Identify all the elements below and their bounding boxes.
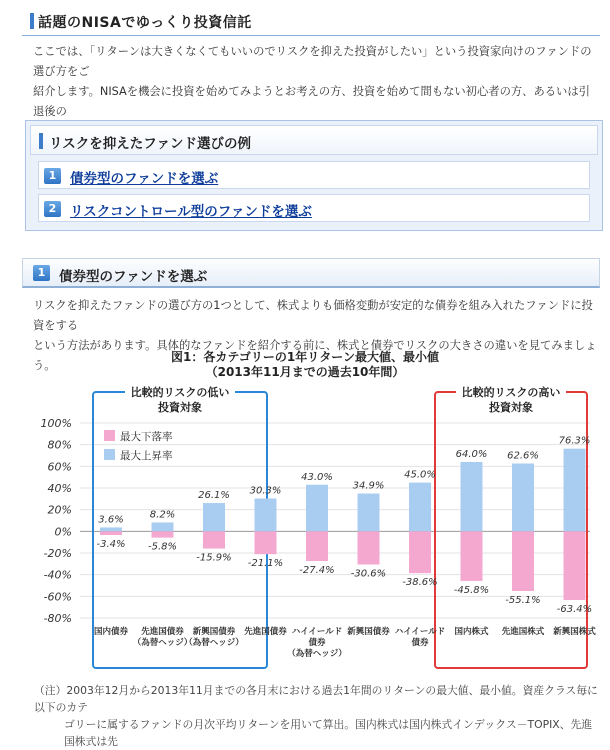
data-label-gain: 43.0%: [301, 471, 333, 483]
category-label: 国内債券: [93, 627, 129, 637]
number-badge: 1: [33, 265, 50, 281]
bar-max-gain: [461, 462, 483, 531]
footnote: [34, 682, 602, 750]
legend-swatch: [104, 449, 115, 460]
category-label: （為替ヘッジ）: [132, 638, 193, 648]
data-label-loss: -45.8%: [453, 584, 490, 596]
bar-max-gain: [358, 494, 380, 532]
legend-swatch: [104, 430, 115, 441]
bar-max-gain: [564, 449, 586, 532]
bar-max-loss: [409, 531, 431, 573]
y-tick-label: 0%: [54, 525, 72, 539]
footnote-line: （注）2003年12月から2013年11月までの各月末における過去1年間のリターンの最大値、最小値。資産クラス毎に以下のカテ: [34, 684, 598, 714]
data-label-loss: -38.6%: [402, 577, 438, 589]
category-label: 国内株式: [454, 627, 489, 637]
bar-max-gain: [255, 499, 277, 532]
intro-line: 紹介します。NISAを機会に投資を始めてみようとお考えの方、投資を始めて間もない初心者の方、あるいは引退後の: [33, 85, 590, 118]
page-title: 話題のNISAでゆっくり投資信託: [38, 15, 252, 31]
bar-max-loss: [306, 531, 328, 561]
bar-max-gain: [512, 464, 534, 532]
toc-item[interactable]: [38, 161, 590, 189]
bar-max-loss: [461, 531, 483, 581]
toc-link-bond-fund[interactable]: 債券型のファンドを選ぶ: [70, 171, 219, 187]
bar-max-gain: [100, 527, 122, 531]
category-label: 新興国債券: [347, 627, 390, 637]
bar-max-gain: [152, 522, 174, 531]
category-label: （為替ヘッジ）: [287, 649, 347, 659]
bar-chart: [0, 380, 610, 680]
data-label-loss: -21.1%: [247, 558, 284, 570]
y-tick-label: -20%: [43, 547, 72, 560]
data-label-loss: -30.6%: [350, 568, 387, 580]
group-label: 比較的リスクの高い: [461, 386, 561, 399]
data-label-loss: -3.4%: [96, 539, 126, 551]
data-label-gain: 3.6%: [98, 514, 124, 526]
bar-max-loss: [100, 531, 122, 535]
legend-label: 最大上昇率: [120, 450, 173, 462]
data-label-gain: 62.6%: [507, 450, 539, 462]
bar-max-loss: [564, 531, 586, 600]
category-label: （為替ヘッジ）: [184, 638, 244, 648]
toc-box: [25, 120, 603, 231]
category-label: 先進国債券: [244, 627, 287, 637]
bar-max-gain: [203, 503, 225, 531]
y-tick-label: 100%: [40, 417, 72, 430]
data-label-gain: 30.3%: [249, 485, 282, 497]
data-label-gain: 34.9%: [352, 480, 385, 492]
y-tick-label: -60%: [43, 590, 72, 604]
y-tick-label: -80%: [43, 612, 72, 625]
data-label-gain: 26.1%: [198, 490, 230, 502]
y-tick-label: 80%: [47, 438, 72, 452]
data-label-gain: 45.0%: [404, 469, 436, 481]
data-label-loss: -27.4%: [299, 565, 335, 577]
data-label-loss: -5.8%: [147, 541, 178, 553]
section-header: [22, 258, 600, 288]
y-tick-label: 60%: [47, 460, 72, 474]
number-badge: 2: [44, 201, 61, 217]
y-tick-label: -40%: [43, 568, 72, 582]
toc-title: リスクを抑えたファンド選びの例: [49, 136, 251, 152]
group-label: 比較的リスクの低い: [130, 386, 230, 399]
y-tick-label: 40%: [47, 482, 72, 495]
page-header: [22, 6, 600, 36]
intro-line: ここでは、「リターンは大きくなくてもいいのでリスクを抑えた投資がしたい」という投資家向けのファンドの選び方をご: [33, 45, 592, 78]
data-label-gain: 64.0%: [455, 449, 488, 460]
bar-max-gain: [306, 485, 328, 532]
toc-accent-bar: [39, 133, 43, 149]
bar-max-gain: [409, 483, 431, 532]
toc-header: [30, 125, 598, 155]
legend-label: 最大下落率: [120, 431, 173, 443]
bar-max-loss: [152, 531, 174, 537]
toc-link-risk-control-fund[interactable]: リスクコントロール型のファンドを選ぶ: [70, 204, 312, 220]
data-label-loss: -15.9%: [196, 552, 232, 564]
bar-max-loss: [203, 531, 225, 548]
category-label: ハイイールド: [291, 627, 343, 637]
data-label-gain: 76.3%: [558, 435, 591, 447]
section-title: 債券型のファンドを選ぶ: [59, 269, 208, 285]
group-label: 投資対象: [158, 401, 202, 414]
category-label: 債券: [308, 638, 326, 648]
toc-item[interactable]: [38, 194, 590, 222]
bar-max-loss: [255, 531, 277, 554]
data-label-loss: -55.1%: [505, 595, 541, 607]
number-badge: 1: [44, 168, 61, 184]
category-label: ハイイールド: [394, 627, 446, 637]
category-label: 新興国債券: [192, 627, 236, 637]
category-label: 新興国株式: [553, 627, 596, 637]
category-label: 先進国債券: [141, 627, 184, 637]
section-line: という方法があります。具体的なファンドを紹介する前に、株式と債券でリスクの大きさの違いを見てみましょう。: [33, 339, 597, 372]
category-label: 先進国株式: [501, 627, 545, 637]
footnote-line: ゴリーに属するファンドの月次平均リターンを用いて算出。国内株式は国内株式インデックス－TOPIX、先進国株式は先: [64, 718, 593, 748]
chart-subtitle: （2013年11月までの過去10年間）: [205, 365, 405, 379]
data-label-gain: 8.2%: [149, 509, 176, 521]
bar-max-loss: [358, 531, 380, 564]
chart-title: 図1：各カテゴリーの1年リターン最大値、最小値: [171, 350, 439, 364]
y-tick-label: 20%: [47, 503, 72, 517]
category-label: 債券: [411, 638, 429, 648]
section-line: リスクを抑えたファンドの選び方の1つとして、株式よりも価格変動が安定的な債券を組み入れたファンドに投資をする: [33, 299, 593, 332]
group-label: 投資対象: [489, 401, 533, 414]
data-label-loss: -63.4%: [556, 604, 593, 616]
header-accent-bar: [30, 13, 34, 29]
bar-max-loss: [512, 531, 534, 591]
